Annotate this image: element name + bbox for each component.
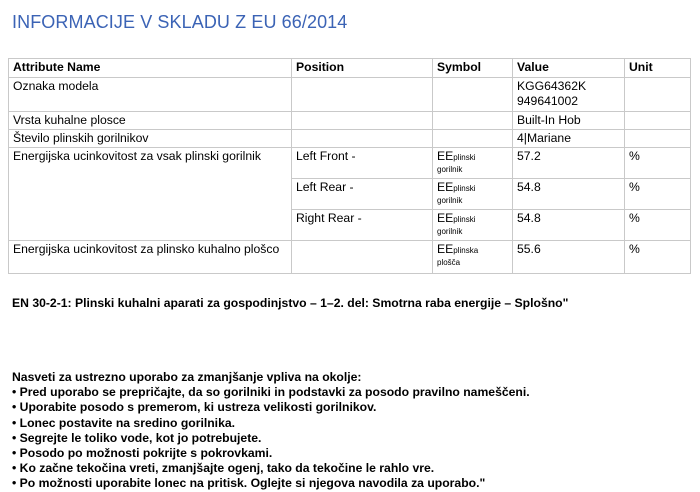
hob-type-position xyxy=(292,112,433,130)
burner-unit: % xyxy=(625,179,691,210)
burner-value: 54.8 xyxy=(513,210,625,241)
table-row-burner xyxy=(9,148,691,179)
symbol-sub-line2: gorilnik xyxy=(437,227,463,236)
header-position: Position xyxy=(292,59,433,78)
burner-value: 54.8 xyxy=(513,179,625,210)
advice-heading: Nasveti za ustrezno uporabo za zmanjšanje vpliva na okolje: xyxy=(12,370,362,384)
symbol-sub: plinski xyxy=(453,184,476,193)
table-row-hob-efficiency xyxy=(9,241,691,274)
standard-reference: EN 30-2-1: Plinski kuhalni aparati za gospodinjstvo – 1–2. del: Smotrna raba energije – Splošno" xyxy=(12,296,569,310)
burner-count-value: 4|Mariane xyxy=(513,130,625,148)
hob-type-symbol xyxy=(433,112,513,130)
burner-count-symbol xyxy=(433,130,513,148)
burner-position: Left Rear - xyxy=(292,179,433,210)
hob-type-label: Vrsta kuhalne plosce xyxy=(9,112,292,130)
model-value xyxy=(513,78,625,112)
symbol-sub-line2: gorilnik xyxy=(437,196,463,205)
symbol-sub-line2: gorilnik xyxy=(437,165,463,174)
burner-eff-label: Energijska ucinkovitost za vsak plinski gorilnik xyxy=(9,148,292,241)
burner-count-label: Število plinskih gorilnikov xyxy=(9,130,292,148)
burner-value: 57.2 xyxy=(513,148,625,179)
model-value-line1: KGG64362K xyxy=(517,79,587,93)
table-row-hob-type xyxy=(9,112,691,130)
symbol-main: EE xyxy=(437,149,454,163)
hob-eff-symbol xyxy=(433,241,513,274)
advice-item: • Lonec postavite na sredino gorilnika. xyxy=(12,415,236,430)
symbol-sub: plinski xyxy=(453,215,476,224)
advice-item: • Segrejte le toliko vode, kot jo potrebujete. xyxy=(12,430,262,445)
symbol-sub: plinska xyxy=(453,246,479,255)
advice-item: • Po možnosti uporabite lonec na pritisk. Oglejte si njegova navodila za uporabo." xyxy=(12,476,486,491)
advice-item: • Uporabite posodo s premerom, ki ustreza velikosti gorilnikov. xyxy=(12,400,377,415)
hob-eff-label: Energijska ucinkovitost za plinsko kuhalno plošco xyxy=(9,241,292,274)
header-attribute-name: Attribute Name xyxy=(9,59,292,78)
advice-item: • Ko začne tekočina vreti, zmanjšajte ogenj, tako da tekočine le rahlo vre. xyxy=(12,461,435,476)
hob-eff-unit: % xyxy=(625,241,691,274)
table-row-model xyxy=(9,78,691,112)
symbol-main: EE xyxy=(437,180,454,194)
model-value-line2: 949641002 xyxy=(517,94,579,108)
advice-section xyxy=(12,370,692,492)
header-value: Value xyxy=(513,59,625,78)
advice-item: • Posodo po možnosti pokrijte s pokrovkami. xyxy=(12,446,273,461)
burner-position: Left Front - xyxy=(292,148,433,179)
model-label: Oznaka modela xyxy=(9,78,292,112)
header-unit: Unit xyxy=(625,59,691,78)
page-title: INFORMACIJE V SKLADU Z EU 66/2014 xyxy=(12,12,348,32)
symbol-sub-line2: plošča xyxy=(437,258,461,267)
burner-unit: % xyxy=(625,210,691,241)
burner-symbol xyxy=(433,210,513,241)
table-header-row xyxy=(9,59,691,78)
advice-item: • Pred uporabo se prepričajte, da so gorilniki in podstavki za posodo pravilno nameščeni. xyxy=(12,385,530,400)
hob-type-unit xyxy=(625,112,691,130)
table-row-burner-count xyxy=(9,130,691,148)
burner-unit: % xyxy=(625,148,691,179)
symbol-main: EE xyxy=(437,242,454,256)
burner-position: Right Rear - xyxy=(292,210,433,241)
header-symbol: Symbol xyxy=(433,59,513,78)
symbol-main: EE xyxy=(437,211,454,225)
model-symbol xyxy=(433,78,513,112)
model-unit xyxy=(625,78,691,112)
hob-type-value: Built-In Hob xyxy=(513,112,625,130)
symbol-sub: plinski xyxy=(453,153,476,162)
hob-eff-value: 55.6 xyxy=(513,241,625,274)
burner-count-position xyxy=(292,130,433,148)
energy-info-table xyxy=(8,58,691,274)
burner-symbol xyxy=(433,148,513,179)
burner-count-unit xyxy=(625,130,691,148)
model-position xyxy=(292,78,433,112)
hob-eff-position xyxy=(292,241,433,274)
burner-symbol xyxy=(433,179,513,210)
